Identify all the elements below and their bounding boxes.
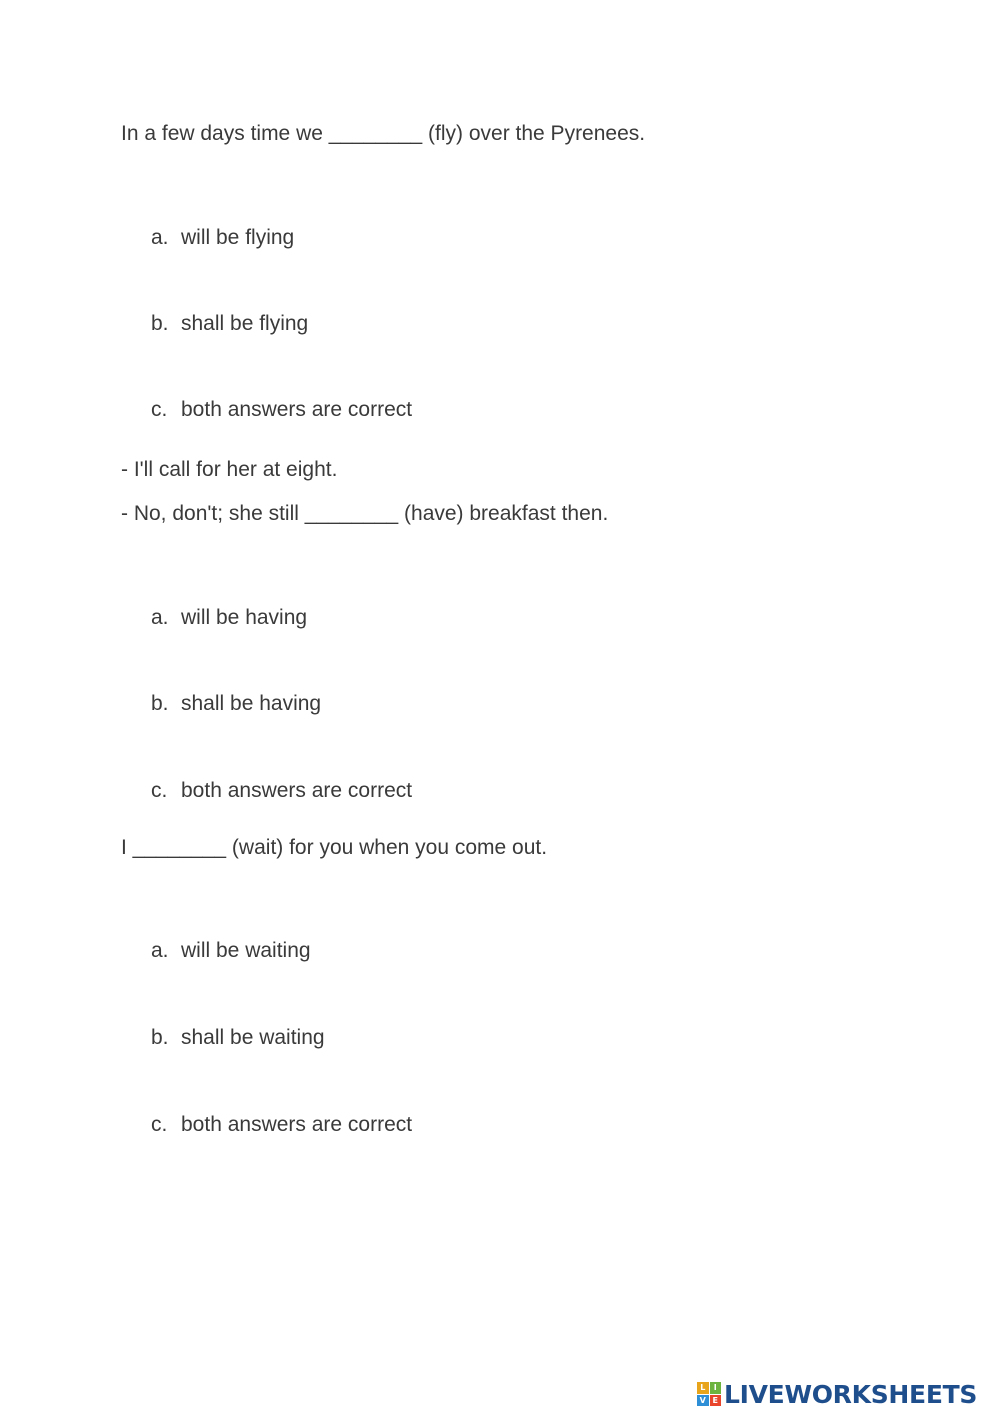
logo-tile: V — [697, 1395, 709, 1407]
question-1-stem: In a few days time we ________ (fly) over the Pyrenees. — [121, 122, 646, 145]
option-text: both answers are correct — [181, 398, 413, 421]
option-letter: b. — [151, 312, 169, 335]
option-letter: a. — [151, 939, 169, 962]
liveworksheets-logo-text: LIVEWORKSHEETS — [724, 1379, 978, 1409]
option-text: will be flying — [181, 226, 295, 249]
option-letter: b. — [151, 1026, 169, 1049]
option-text: shall be waiting — [181, 1026, 325, 1049]
question-2-option-b[interactable] — [151, 692, 321, 716]
question-1-option-b[interactable] — [151, 312, 308, 336]
question-1-option-c[interactable] — [151, 398, 412, 422]
option-text: shall be having — [181, 692, 322, 715]
question-3-option-a[interactable] — [151, 939, 311, 963]
liveworksheets-logo — [697, 1378, 977, 1410]
question-1-option-a[interactable] — [151, 226, 294, 250]
question-3-option-b[interactable] — [151, 1026, 325, 1050]
liveworksheets-logo-icon — [697, 1382, 721, 1406]
option-letter: a. — [151, 226, 169, 249]
option-text: shall be flying — [181, 312, 309, 335]
option-text: both answers are correct — [181, 779, 413, 802]
option-letter: c. — [151, 398, 168, 421]
logo-tile: L — [697, 1382, 709, 1394]
option-text: will be waiting — [181, 939, 311, 962]
logo-tile: E — [710, 1395, 722, 1407]
question-2-option-c[interactable] — [151, 779, 412, 803]
option-letter: a. — [151, 606, 169, 629]
question-3-option-c[interactable] — [151, 1113, 412, 1137]
option-text: both answers are correct — [181, 1113, 413, 1136]
logo-tile: I — [710, 1382, 722, 1394]
option-letter: c. — [151, 779, 168, 802]
question-3-stem: I ________ (wait) for you when you come out. — [121, 836, 548, 859]
option-letter: b. — [151, 692, 169, 715]
option-text: will be having — [181, 606, 308, 629]
question-2-stem-line-1: - I'll call for her at eight. — [121, 458, 338, 481]
question-2-option-a[interactable] — [151, 606, 307, 630]
question-2-stem-line-2: - No, don't; she still ________ (have) breakfast then. — [121, 502, 609, 525]
option-letter: c. — [151, 1113, 168, 1136]
